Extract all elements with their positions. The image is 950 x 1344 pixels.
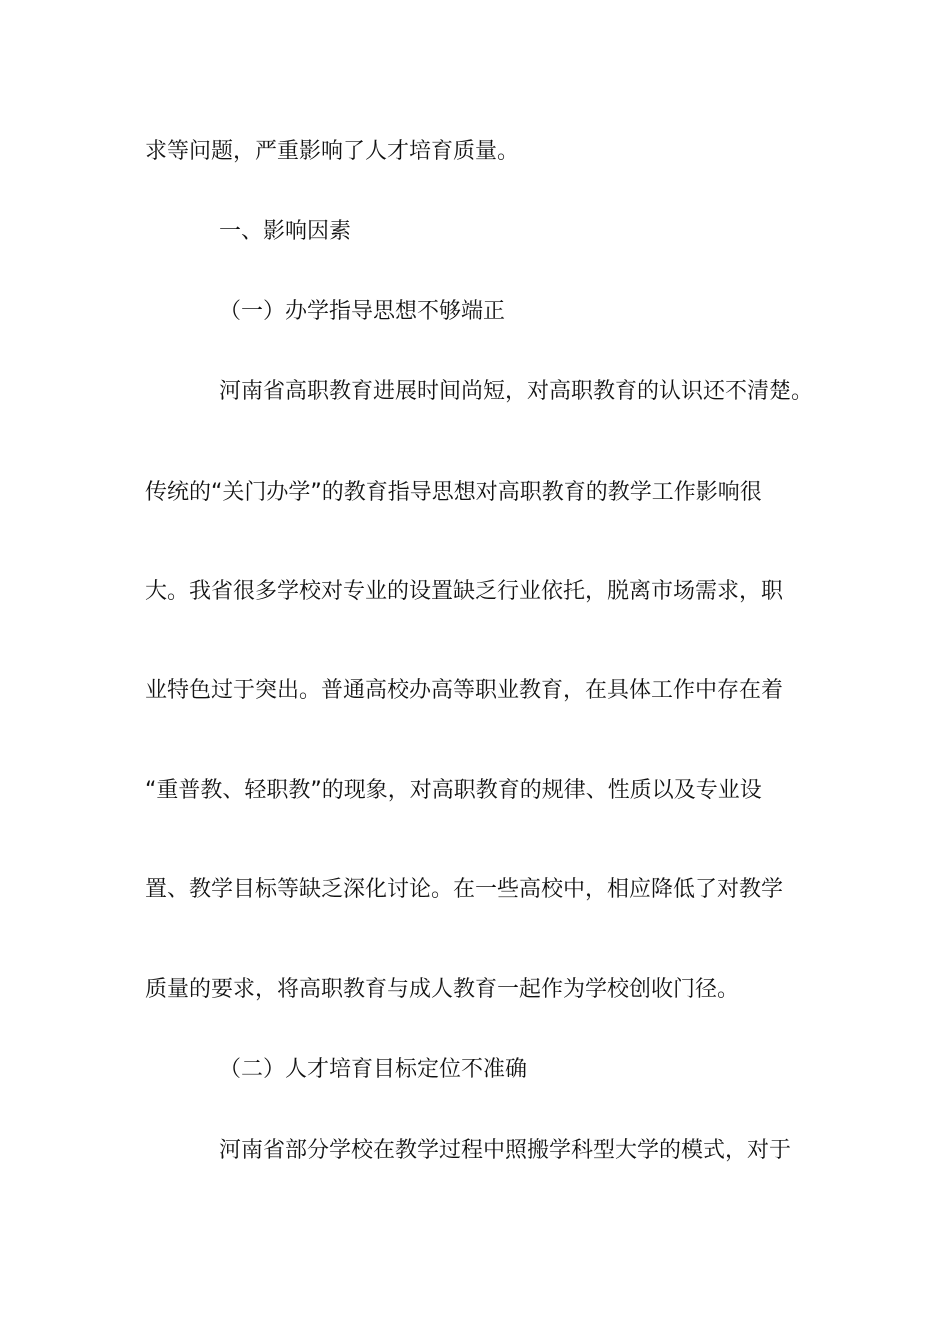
- paragraph-line: 大。我省很多学校对专业的设置缺乏行业依托，脱离市场需求，职: [145, 579, 784, 604]
- paragraph-line: 求等问题，严重影响了人才培育质量。: [145, 139, 520, 164]
- subsection-heading: （二）人才培育目标定位不准确: [219, 1057, 528, 1082]
- paragraph-line: 置、教学目标等缺乏深化讨论。在一些高校中，相应降低了对教学: [145, 877, 784, 902]
- paragraph-line: 传统的“关门办学”的教育指导思想对高职教育的教学工作影响很: [145, 480, 762, 505]
- paragraph-line: 河南省部分学校在教学过程中照搬学科型大学的模式，对于: [219, 1138, 792, 1163]
- paragraph-line: “重普教、轻职教”的现象，对高职教育的规律、性质以及专业设: [145, 778, 762, 803]
- paragraph-line: 质量的要求，将高职教育与成人教育一起作为学校创收门径。: [145, 977, 740, 1002]
- section-heading: 一、影响因素: [219, 219, 352, 244]
- paragraph-line: 河南省高职教育进展时间尚短，对高职教育的认识还不清楚。: [219, 379, 814, 404]
- paragraph-line: 业特色过于突出。普通高校办高等职业教育，在具体工作中存在着: [145, 678, 784, 703]
- subsection-heading: （一）办学指导思想不够端正: [219, 299, 506, 324]
